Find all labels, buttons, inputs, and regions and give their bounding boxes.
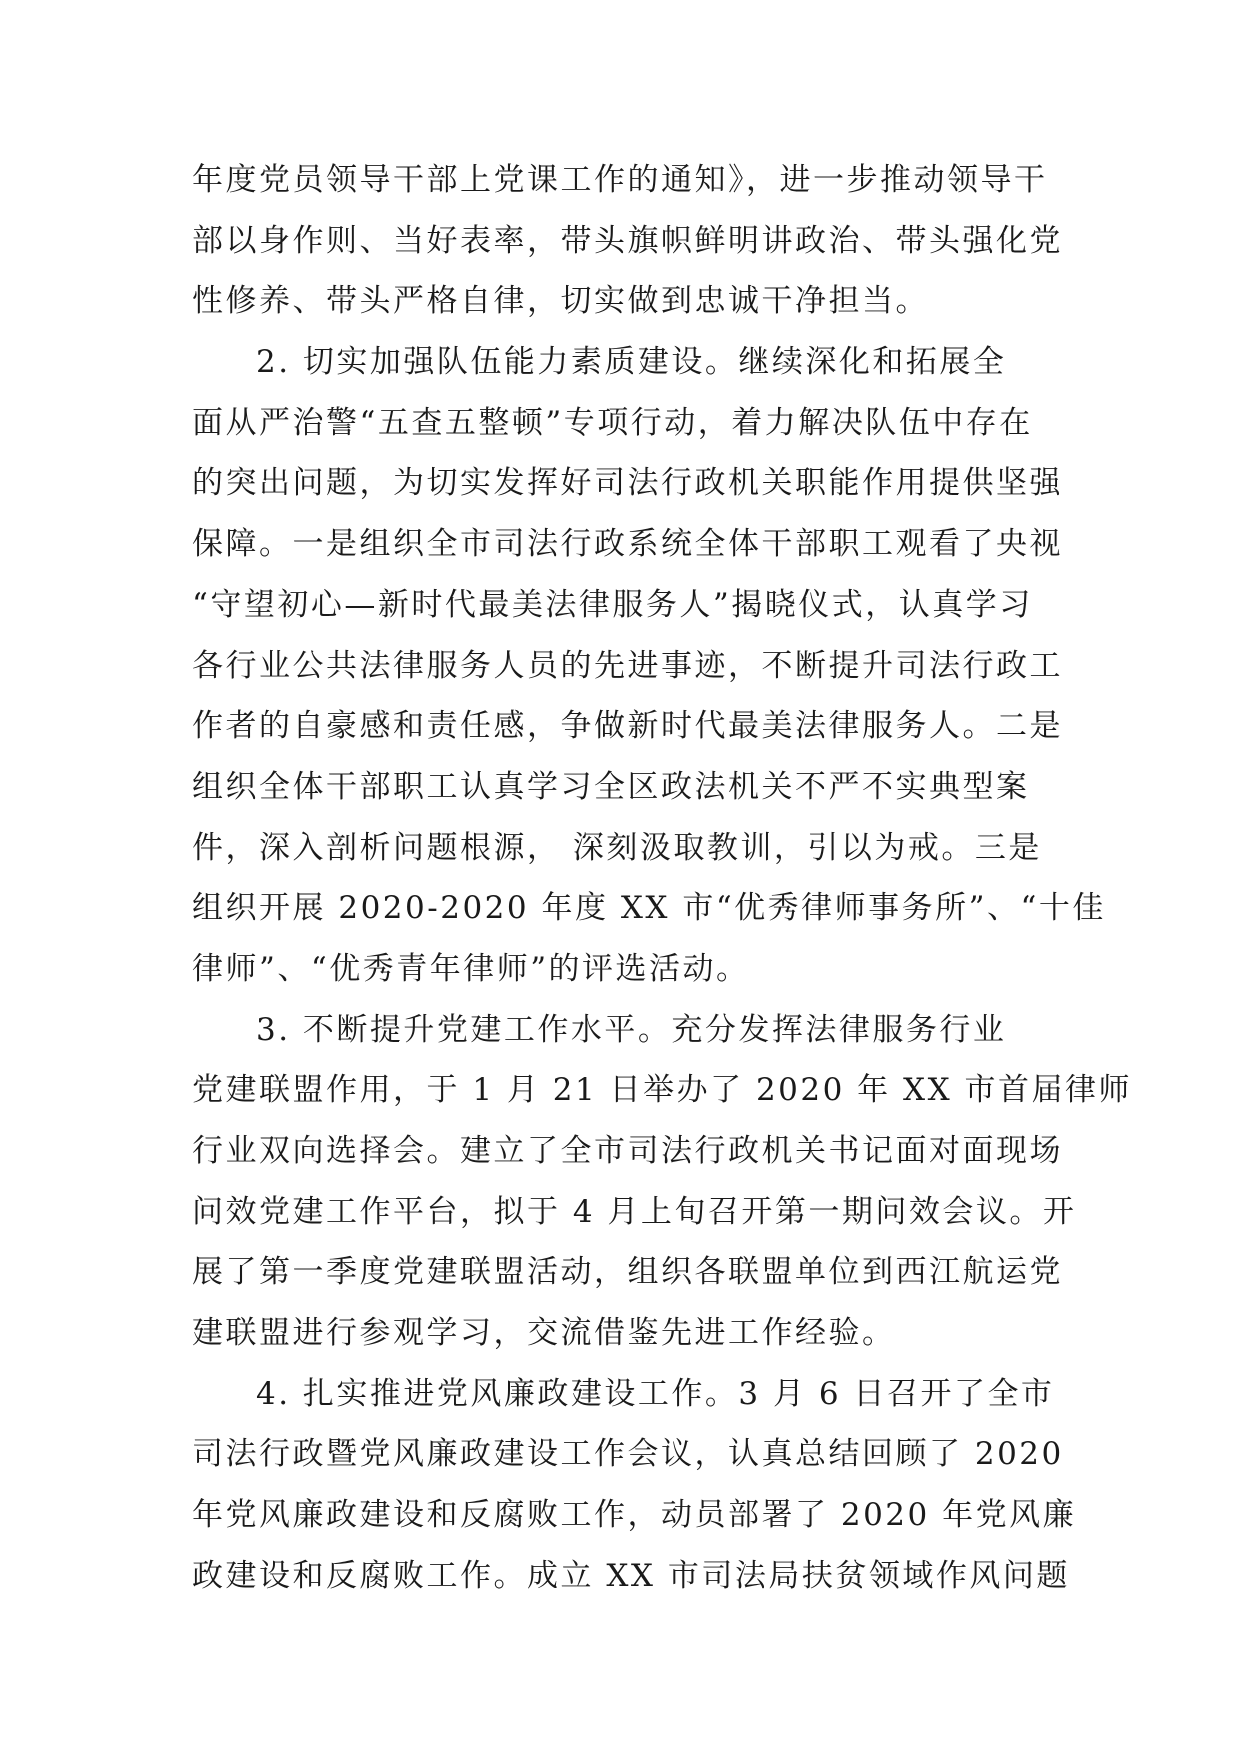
paragraph-heading-line: 2. 切实加强队伍能力素质建设。继续深化和拓展全 bbox=[256, 344, 1007, 381]
body-text bbox=[192, 150, 1133, 1607]
text-line: 年度党员领导干部上党课工作的通知》，进一步推动领导干 bbox=[192, 162, 1048, 198]
text-line: 建联盟进行参观学习，交流借鉴先进工作经验。 bbox=[192, 1315, 896, 1352]
text-line: 司法行政暨党风廉政建设工作会议，认真总结回顾了 2020 bbox=[192, 1436, 1064, 1473]
text-line: 性修养、带头严格自律，切实做到忠诚干净担当。 bbox=[192, 283, 929, 320]
text-line: 组织全体干部职工认真学习全区政法机关不严不实典型案 bbox=[192, 768, 1030, 805]
text-line: 面从严治警“五查五整顿”专项行动，着力解决队伍中存在 bbox=[192, 404, 1033, 441]
text-line: 各行业公共法律服务人员的先进事迹，不断提升司法行政工 bbox=[192, 647, 1063, 684]
text-line: 作者的自豪感和责任感，争做新时代最美法律服务人。二是 bbox=[192, 708, 1063, 745]
text-line: 问效党建工作平台，拟于 4 月上旬召开第一期问效会议。开 bbox=[192, 1193, 1077, 1230]
paragraph-heading-line: 4. 扎实推进党风廉政建设工作。3 月 6 日召开了全市 bbox=[256, 1375, 1055, 1412]
text-line: 的突出问题，为切实发挥好司法行政机关职能作用提供坚强 bbox=[192, 465, 1063, 502]
text-line: 部以身作则、当好表率，带头旗帜鲜明讲政治、带头强化党 bbox=[192, 222, 1063, 259]
text-line: “守望初心—新时代最美法律服务人”揭晓仪式，认真学习 bbox=[192, 586, 1033, 623]
text-line: 律师”、“优秀青年律师”的评选活动。 bbox=[192, 950, 750, 987]
text-line: 行业双向选择会。建立了全市司法行政机关书记面对面现场 bbox=[192, 1133, 1063, 1169]
text-line: 年党风廉政建设和反腐败工作，动员部署了 2020 年党风廉 bbox=[192, 1497, 1077, 1534]
text-line: 政建设和反腐败工作。成立 XX 市司法局扶贫领域作风问题 bbox=[192, 1557, 1070, 1594]
text-line: 展了第一季度党建联盟活动，组织各联盟单位到西江航运党 bbox=[192, 1254, 1063, 1291]
text-line: 党建联盟作用，于 1 月 21 日举办了 2020 年 XX 市首届律师 bbox=[192, 1072, 1133, 1109]
text-line: 组织开展 2020-2020 年度 XX 市“优秀律师事务所”、“十佳 bbox=[192, 890, 1106, 927]
text-line: 件，深入剖析问题根源， 深刻汲取教训，引以为戒。三是 bbox=[192, 829, 1042, 866]
paragraph-heading-line: 3. 不断提升党建工作水平。充分发挥法律服务行业 bbox=[256, 1011, 1007, 1048]
text-line: 保障。一是组织全市司法行政系统全体干部职工观看了央视 bbox=[192, 526, 1063, 563]
